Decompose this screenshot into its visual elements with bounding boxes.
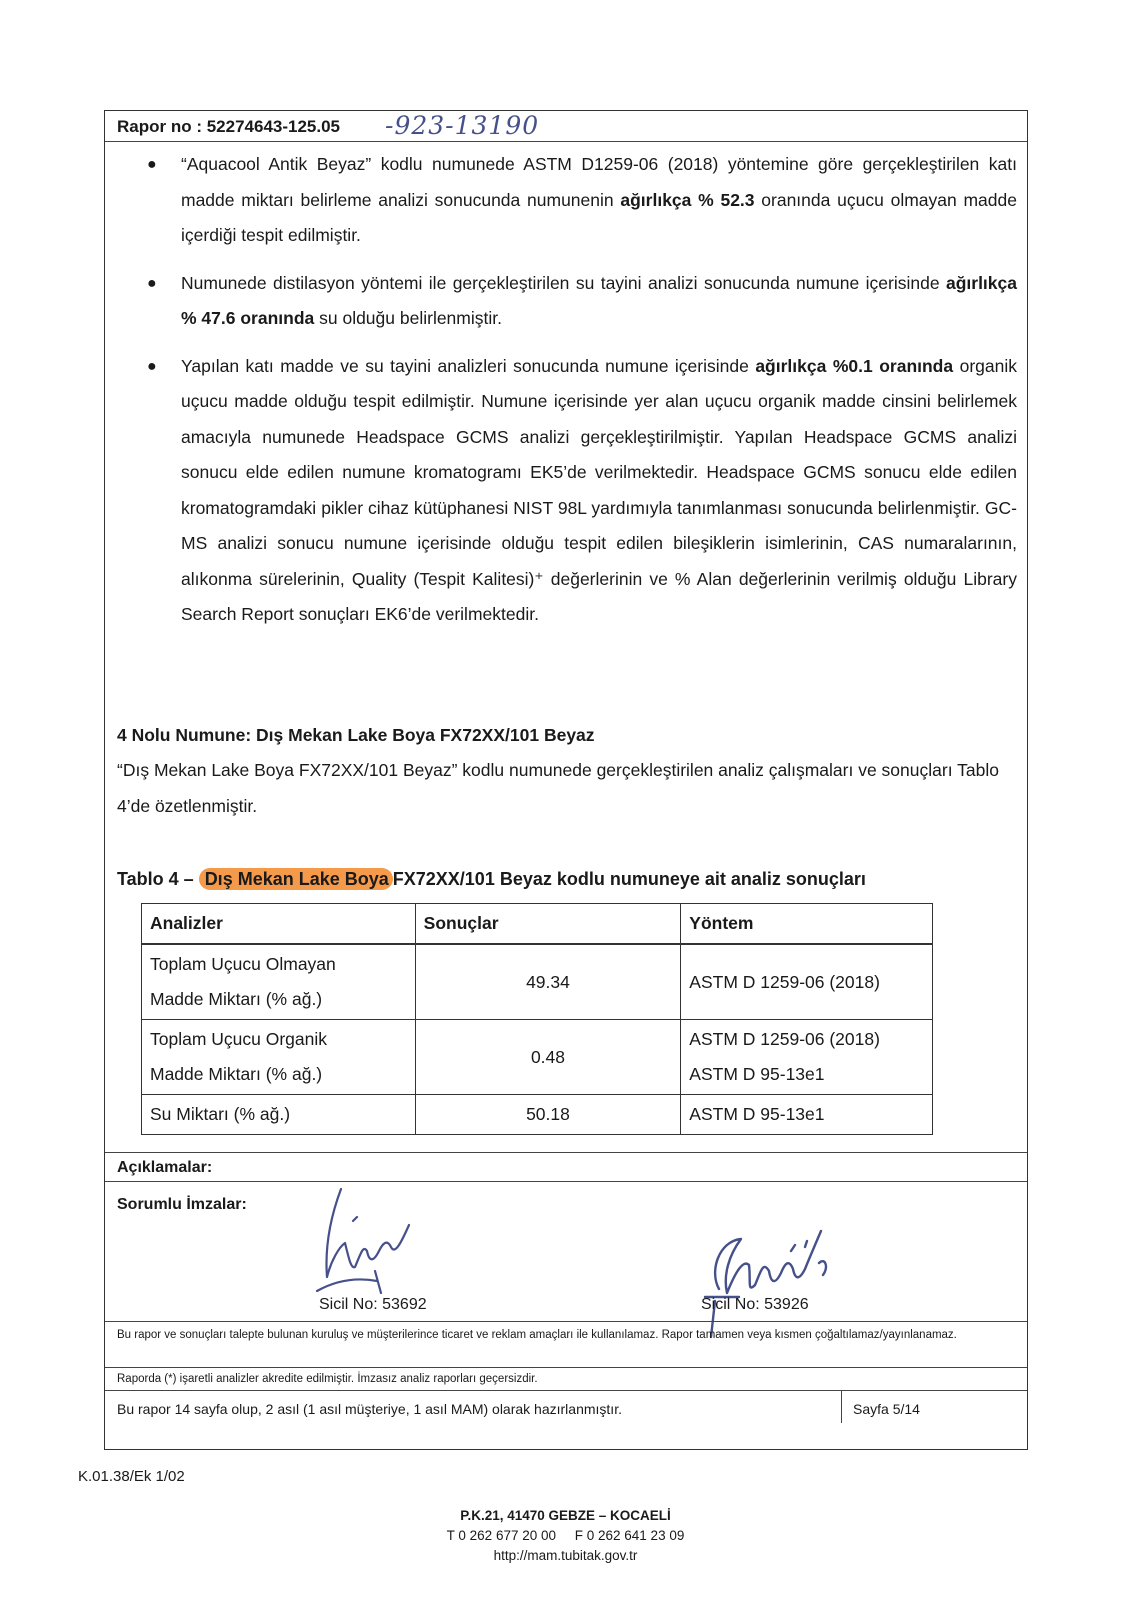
method-cell: ASTM D 95-13e1	[681, 1095, 933, 1135]
signature-2	[695, 1201, 845, 1341]
signatures-label: Sorumlu İmzalar:	[117, 1196, 247, 1213]
report-frame	[104, 110, 1028, 1450]
table-caption: Tablo 4 – Dış Mekan Lake Boya FX72XX/101 Beyaz kodlu numuneye ait analiz sonuçları	[117, 869, 866, 889]
bullet-icon: ●	[147, 274, 157, 292]
method-cell: ASTM D 1259-06 (2018)	[681, 944, 933, 1020]
bullet-icon: ●	[147, 156, 157, 173]
column-header: Analizler	[142, 904, 416, 945]
phone-fax: T 0 262 677 20 00 F 0 262 641 23 09	[446, 1528, 685, 1543]
bullet-icon: ●	[147, 357, 157, 375]
explanations-label: Açıklamalar:	[117, 1159, 213, 1176]
table-header-row	[142, 904, 933, 945]
analysis-cell: Su Miktarı (% ağ.)	[142, 1095, 416, 1135]
finding-item	[147, 349, 1017, 633]
table-row	[142, 1020, 933, 1095]
caption-highlight: Dış Mekan Lake Boya	[199, 868, 393, 890]
explanations-divider	[105, 1152, 1027, 1153]
findings-list	[147, 147, 1017, 645]
report-number: Rapor no : 52274643-125.05	[117, 117, 341, 136]
copies-note: Bu rapor 14 sayfa olup, 2 asıl (1 asıl müşteriye, 1 asıl MAM) olarak hazırlanmıştır.	[117, 1401, 622, 1417]
disclaimer-text: Bu rapor ve sonuçları talepte bulunan kuruluş ve müşterilerince ticaret ve reklam amaçları ile kullanılamaz. Rapor tamamen veya kısmen çoğaltılamaz/yayınlanamaz.	[117, 1329, 957, 1341]
accreditation-divider	[105, 1367, 1027, 1368]
accreditation-text: Raporda (*) işaretli analizler akredite edilmiştir. İmzasız analiz raporları geçersizdir.	[117, 1373, 538, 1385]
result-cell: 50.18	[415, 1095, 681, 1135]
analysis-cell: Toplam Uçucu Olmayan Madde Miktarı (% ağ.)	[142, 944, 416, 1020]
column-header: Sonuçlar	[415, 904, 681, 945]
disclaimer-divider	[105, 1321, 1027, 1322]
header-divider	[105, 141, 1027, 142]
postal-address: P.K.21, 41470 GEBZE – KOCAELİ	[460, 1508, 671, 1523]
handwritten-reference: -923-13190	[385, 111, 540, 140]
page-number: Sayfa 5/14	[853, 1401, 920, 1417]
finding-item	[147, 147, 1017, 254]
signatures-divider	[105, 1181, 1027, 1182]
website-url: http://mam.tubitak.gov.tr	[493, 1548, 638, 1563]
finding-text: Yapılan katı madde ve su tayini analizleri sonucunda numune içerisinde ağırlıkça %0.1 oranında organik uçucu madde olduğu tespit edilmiştir. Numune içerisinde yer alan uçucu organik madde cinsini belirlemek amacıyla numunede Headspace GCMS analizi gerçekleştirilmiştir. Yapılan Headspace GCMS analizi sonucu elde edilen numune kromatogramı EK5’de verilmektedir. Headspace GCMS sonucu elde edilen kromatogramdaki pikler cihaz kütüphanesi NIST 98L yardımıyla tanımlanması sonucunda belirlenmiştir. GC-MS analizi sonucu numune içerisinde olduğu tespit edilen bileşiklerin isimlerinin, CAS numaralarının, alıkonma sürelerinin, Quality (Tespit Kalitesi)⁺ değerlerinin ve % Alan değerlerinin verilmiş olduğu Library Search Report sonuçları EK6’de verilmektedir.	[181, 355, 1017, 624]
signatory-id-1: Sicil No: 53692	[319, 1296, 427, 1313]
result-cell: 49.34	[415, 944, 681, 1020]
form-code: K.01.38/Ek 1/02	[78, 1468, 185, 1485]
section-title: 4 Nolu Numune: Dış Mekan Lake Boya FX72XX/101 Beyaz	[117, 725, 595, 745]
finding-text: “Aquacool Antik Beyaz” kodlu numunede ASTM D1259-06 (2018) yöntemine göre gerçekleştirilen katı madde miktarı belirleme analizi sonucunda numunenin ağırlıkça % 52.3 oranında uçucu olmayan madde içerdiği tespit edilmiştir.	[181, 154, 1017, 245]
analysis-cell: Toplam Uçucu Organik Madde Miktarı (% ağ.)	[142, 1020, 416, 1095]
table-row	[142, 1095, 933, 1135]
signature-1	[305, 1181, 445, 1301]
finding-item	[147, 266, 1017, 337]
finding-text: Numunede distilasyon yöntemi ile gerçekleştirilen su tayini analizi sonucunda numune içerisinde ağırlıkça % 47.6 oranında su olduğu belirlenmiştir.	[181, 272, 1017, 328]
table-row	[142, 944, 933, 1020]
method-cell: ASTM D 1259-06 (2018) ASTM D 95-13e1	[681, 1020, 933, 1095]
result-cell: 0.48	[415, 1020, 681, 1095]
signatory-id-2: Sicil No: 53926	[701, 1296, 809, 1313]
column-header: Yöntem	[681, 904, 933, 945]
results-table	[141, 903, 933, 1135]
section-text: “Dış Mekan Lake Boya FX72XX/101 Beyaz” kodlu numunede gerçekleştirilen analiz çalışmaları ve sonuçları Tablo 4’de özetlenmiştir.	[117, 760, 999, 816]
